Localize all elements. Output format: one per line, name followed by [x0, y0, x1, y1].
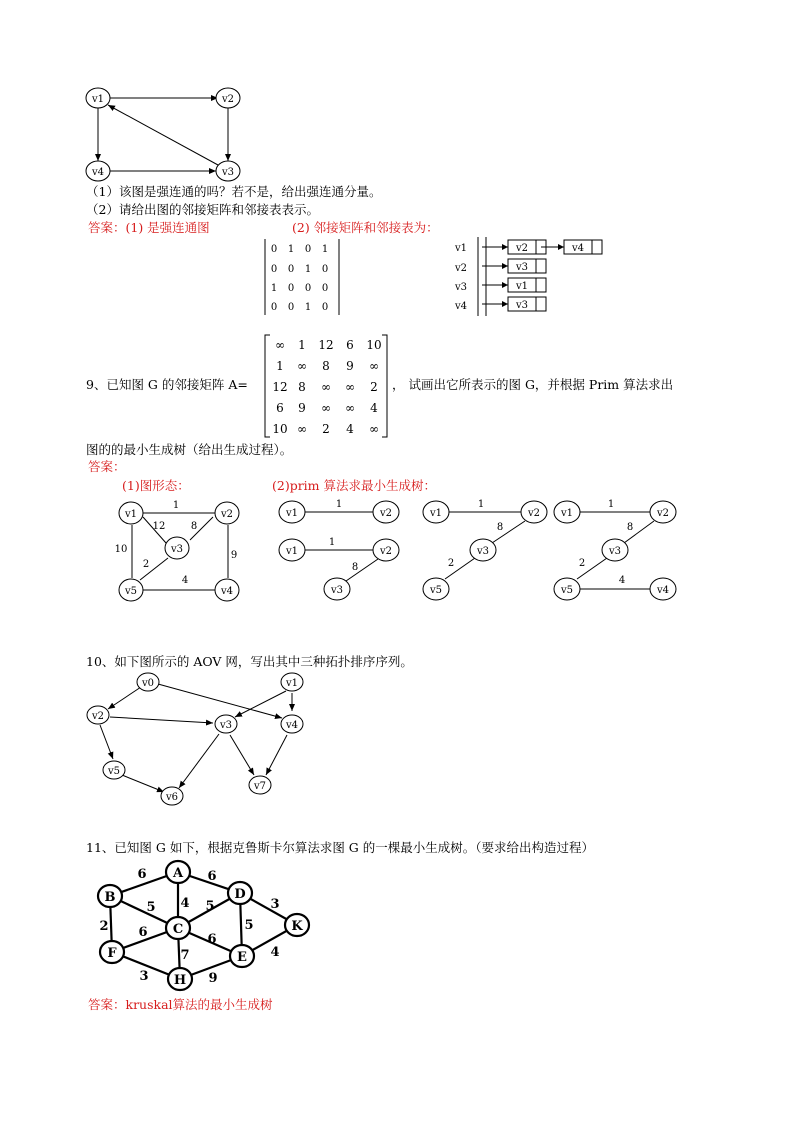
q11-node-B: B	[104, 890, 116, 905]
q9-matrix-cell: 2	[370, 380, 378, 394]
q9-question-line2: 图的的最小生成树（给出生成过程）。	[86, 442, 293, 457]
prim-weight: 1	[328, 537, 336, 548]
q9-matrix-cell: 10	[272, 422, 288, 436]
q8-matrix-cell: 1	[304, 302, 312, 313]
q11-node-E: E	[237, 950, 247, 965]
q9-weight: 4	[181, 575, 189, 586]
aov-node-v6: v6	[165, 792, 179, 803]
q9-matrix-cell: 6	[276, 401, 284, 415]
q11-node-C: C	[172, 922, 184, 937]
q11-answer: 答案：kruskal算法的最小生成树	[88, 997, 273, 1012]
svg-text:v4: v4	[91, 167, 105, 178]
q8-list-node: v2	[515, 243, 529, 254]
aov-node-v1: v1	[285, 678, 299, 689]
q9-matrix-cell: 8	[298, 380, 306, 394]
prim-node: v3	[608, 546, 622, 557]
q11-weight-FH: 3	[139, 969, 149, 984]
prim-node: v2	[379, 546, 393, 557]
q11-node-D: D	[234, 887, 246, 902]
prim-node: v3	[476, 546, 490, 557]
q8-matrix-cell: 0	[287, 283, 295, 294]
q8-adjacency-list	[450, 236, 610, 318]
prim-weight: 1	[607, 499, 615, 510]
q9-weight: 12	[152, 521, 166, 532]
q11-question: 11、已知图 G 如下，根据克鲁斯卡尔算法求图 G 的一棵最小生成树。（要求给出构造过程）	[86, 840, 595, 855]
q9-matrix-cell: 9	[346, 359, 354, 373]
prim-node: v4	[656, 585, 670, 596]
q11-node-A: A	[172, 866, 184, 881]
q8-matrix-cell: 0	[321, 302, 329, 313]
q9-matrix-cell: 4	[370, 401, 378, 415]
q8-adjacency-matrix	[262, 237, 342, 317]
q9-matrix-cell: 2	[322, 422, 330, 436]
prim-weight: 4	[618, 575, 626, 586]
prim-node: v2	[527, 508, 541, 519]
q9-matrix-cell: 1	[298, 338, 306, 352]
prim-node: v1	[285, 546, 299, 557]
q11-weight-BC: 5	[146, 900, 156, 915]
q9-matrix-cell: 8	[322, 359, 330, 373]
q9-node-v3: v3	[170, 544, 184, 555]
q9-matrix-cell: ∞	[297, 422, 307, 436]
q9-answer-label: 答案：	[88, 459, 126, 474]
aov-node-v3: v3	[219, 720, 233, 731]
q8-matrix-cell: 0	[321, 264, 329, 275]
q11-graph	[88, 858, 324, 996]
svg-text:v2: v2	[221, 94, 235, 105]
q9-weight: 2	[142, 559, 150, 570]
q9-node-v2: v2	[220, 509, 234, 520]
prim-step-3	[420, 495, 550, 607]
q9-matrix-cell: 1	[276, 359, 284, 373]
prim-weight: 8	[496, 522, 504, 533]
q8-answer-1: 答案：(1) 是强连通图	[88, 220, 210, 235]
q11-weight-EK: 4	[270, 945, 280, 960]
prim-node: v3	[330, 585, 344, 596]
q11-weight-FC: 6	[138, 925, 148, 940]
aov-node-v7: v7	[253, 781, 267, 792]
q9-matrix-cell: ∞	[275, 338, 285, 352]
q8-question-1: （1）该图是强连通的吗？若不是，给出强连通分量。	[86, 184, 382, 199]
prim-weight: 2	[578, 558, 586, 569]
node-v2	[216, 88, 240, 108]
q11-weight-AB: 6	[137, 867, 147, 882]
q8-matrix-cell: 0	[270, 302, 278, 313]
q9-matrix-cell: ∞	[297, 359, 307, 373]
q8-matrix-cell: 0	[304, 244, 312, 255]
q8-matrix-cell: 0	[287, 264, 295, 275]
q9-matrix-cell: 6	[346, 338, 354, 352]
q9-matrix-cell: 12	[272, 380, 288, 394]
q9-matrix-cell: 10	[366, 338, 382, 352]
q11-node-K: K	[291, 919, 303, 934]
q8-list-node: v3	[515, 262, 529, 273]
aov-node-v0: v0	[141, 678, 155, 689]
q9-question-prefix: 9、已知图 G 的邻接矩阵 A=	[86, 377, 248, 392]
prim-node: v1	[560, 508, 574, 519]
q11-weight-DE: 5	[244, 918, 254, 933]
q9-question-suffix: ， 试画出它所表示的图 G，并根据 Prim 算法求出	[392, 377, 674, 392]
q8-matrix-cell: 1	[304, 264, 312, 275]
prim-node: v1	[429, 508, 443, 519]
q9-weight: 8	[190, 521, 198, 532]
q9-matrix-cell: ∞	[369, 422, 379, 436]
prim-step-1	[276, 495, 406, 527]
q8-list-head: v4	[455, 301, 468, 312]
q8-matrix-cell: 0	[287, 302, 295, 313]
q9-matrix-cell: 9	[298, 401, 306, 415]
q11-node-H: H	[173, 973, 187, 988]
q8-matrix-cell: 0	[321, 283, 329, 294]
prim-weight: 1	[477, 499, 485, 510]
q9-weight: 10	[114, 544, 128, 555]
node-v4	[86, 161, 110, 181]
prim-weight: 2	[447, 558, 455, 569]
prim-node: v5	[560, 585, 574, 596]
q9-node-v1: v1	[124, 509, 138, 520]
q10-question: 10、如下图所示的 AOV 网，写出其中三种拓扑排序序列。	[86, 654, 413, 669]
node-v3	[216, 161, 240, 181]
prim-node: v5	[429, 585, 443, 596]
q9-matrix-cell: ∞	[369, 359, 379, 373]
aov-node-v2: v2	[91, 711, 105, 722]
q9-node-v4: v4	[220, 586, 234, 597]
q9-graph-form	[110, 495, 250, 607]
q9-part2-label: (2)prim 算法求最小生成树：	[272, 478, 437, 493]
q11-weight-HE: 9	[208, 971, 218, 986]
q9-matrix-cell: ∞	[345, 401, 355, 415]
q11-weight-DK: 3	[270, 897, 280, 912]
q9-part1-label: (1)图形态：	[122, 478, 190, 493]
q9-matrix-cell: 12	[318, 338, 334, 352]
prim-step-4	[550, 495, 690, 607]
prim-weight: 8	[351, 562, 359, 573]
q8-matrix-cell: 1	[321, 244, 329, 255]
q8-matrix-cell: 0	[270, 264, 278, 275]
q11-weight-CH: 7	[180, 948, 190, 963]
q9-weight: 1	[172, 500, 180, 511]
q8-matrix-cell: 1	[287, 244, 295, 255]
svg-text:v1: v1	[91, 94, 105, 105]
edge-v3-v1	[108, 105, 218, 165]
q11-weight-BF: 2	[99, 919, 109, 934]
aov-node-v4: v4	[285, 720, 299, 731]
q8-question-2: （2）请给出图的邻接矩阵和邻接表表示。	[86, 202, 319, 217]
q9-node-v5: v5	[124, 586, 138, 597]
q8-answer-2: (2) 邻接矩阵和邻接表为：	[292, 220, 439, 235]
q8-list-head: v1	[455, 243, 468, 254]
prim-node: v2	[656, 508, 670, 519]
q9-matrix-cell: ∞	[345, 380, 355, 394]
svg-text:v3: v3	[221, 167, 235, 178]
q8-list-node: v3	[515, 300, 529, 311]
q8-list-head: v2	[455, 263, 468, 274]
q8-list-head: v3	[455, 282, 468, 293]
q11-weight-CE: 6	[207, 932, 217, 947]
q9-weight: 9	[230, 550, 238, 561]
q9-matrix-cell: 4	[346, 422, 354, 436]
q9-matrix-cell: ∞	[321, 401, 331, 415]
q8-matrix-cell: 0	[304, 283, 312, 294]
q11-node-F: F	[107, 946, 117, 961]
q8-matrix-cell: 0	[270, 244, 278, 255]
q11-weight-AC: 4	[180, 896, 190, 911]
q10-aov-graph	[84, 671, 314, 807]
q11-weight-CD: 5	[205, 899, 215, 914]
q8-list-node: v4	[571, 243, 585, 254]
prim-step-2	[276, 534, 406, 606]
aov-node-v5: v5	[107, 766, 121, 777]
q11-weight-AD: 6	[207, 869, 217, 884]
q8-list-node: v1	[515, 281, 529, 292]
q8-graph	[80, 85, 250, 185]
node-v1	[86, 88, 110, 108]
prim-node: v1	[285, 508, 299, 519]
prim-node: v2	[379, 508, 393, 519]
prim-weight: 8	[626, 522, 634, 533]
prim-weight: 1	[335, 499, 343, 510]
q9-adjacency-matrix	[262, 332, 390, 440]
q9-matrix-cell: ∞	[321, 380, 331, 394]
q8-matrix-cell: 1	[270, 283, 278, 294]
